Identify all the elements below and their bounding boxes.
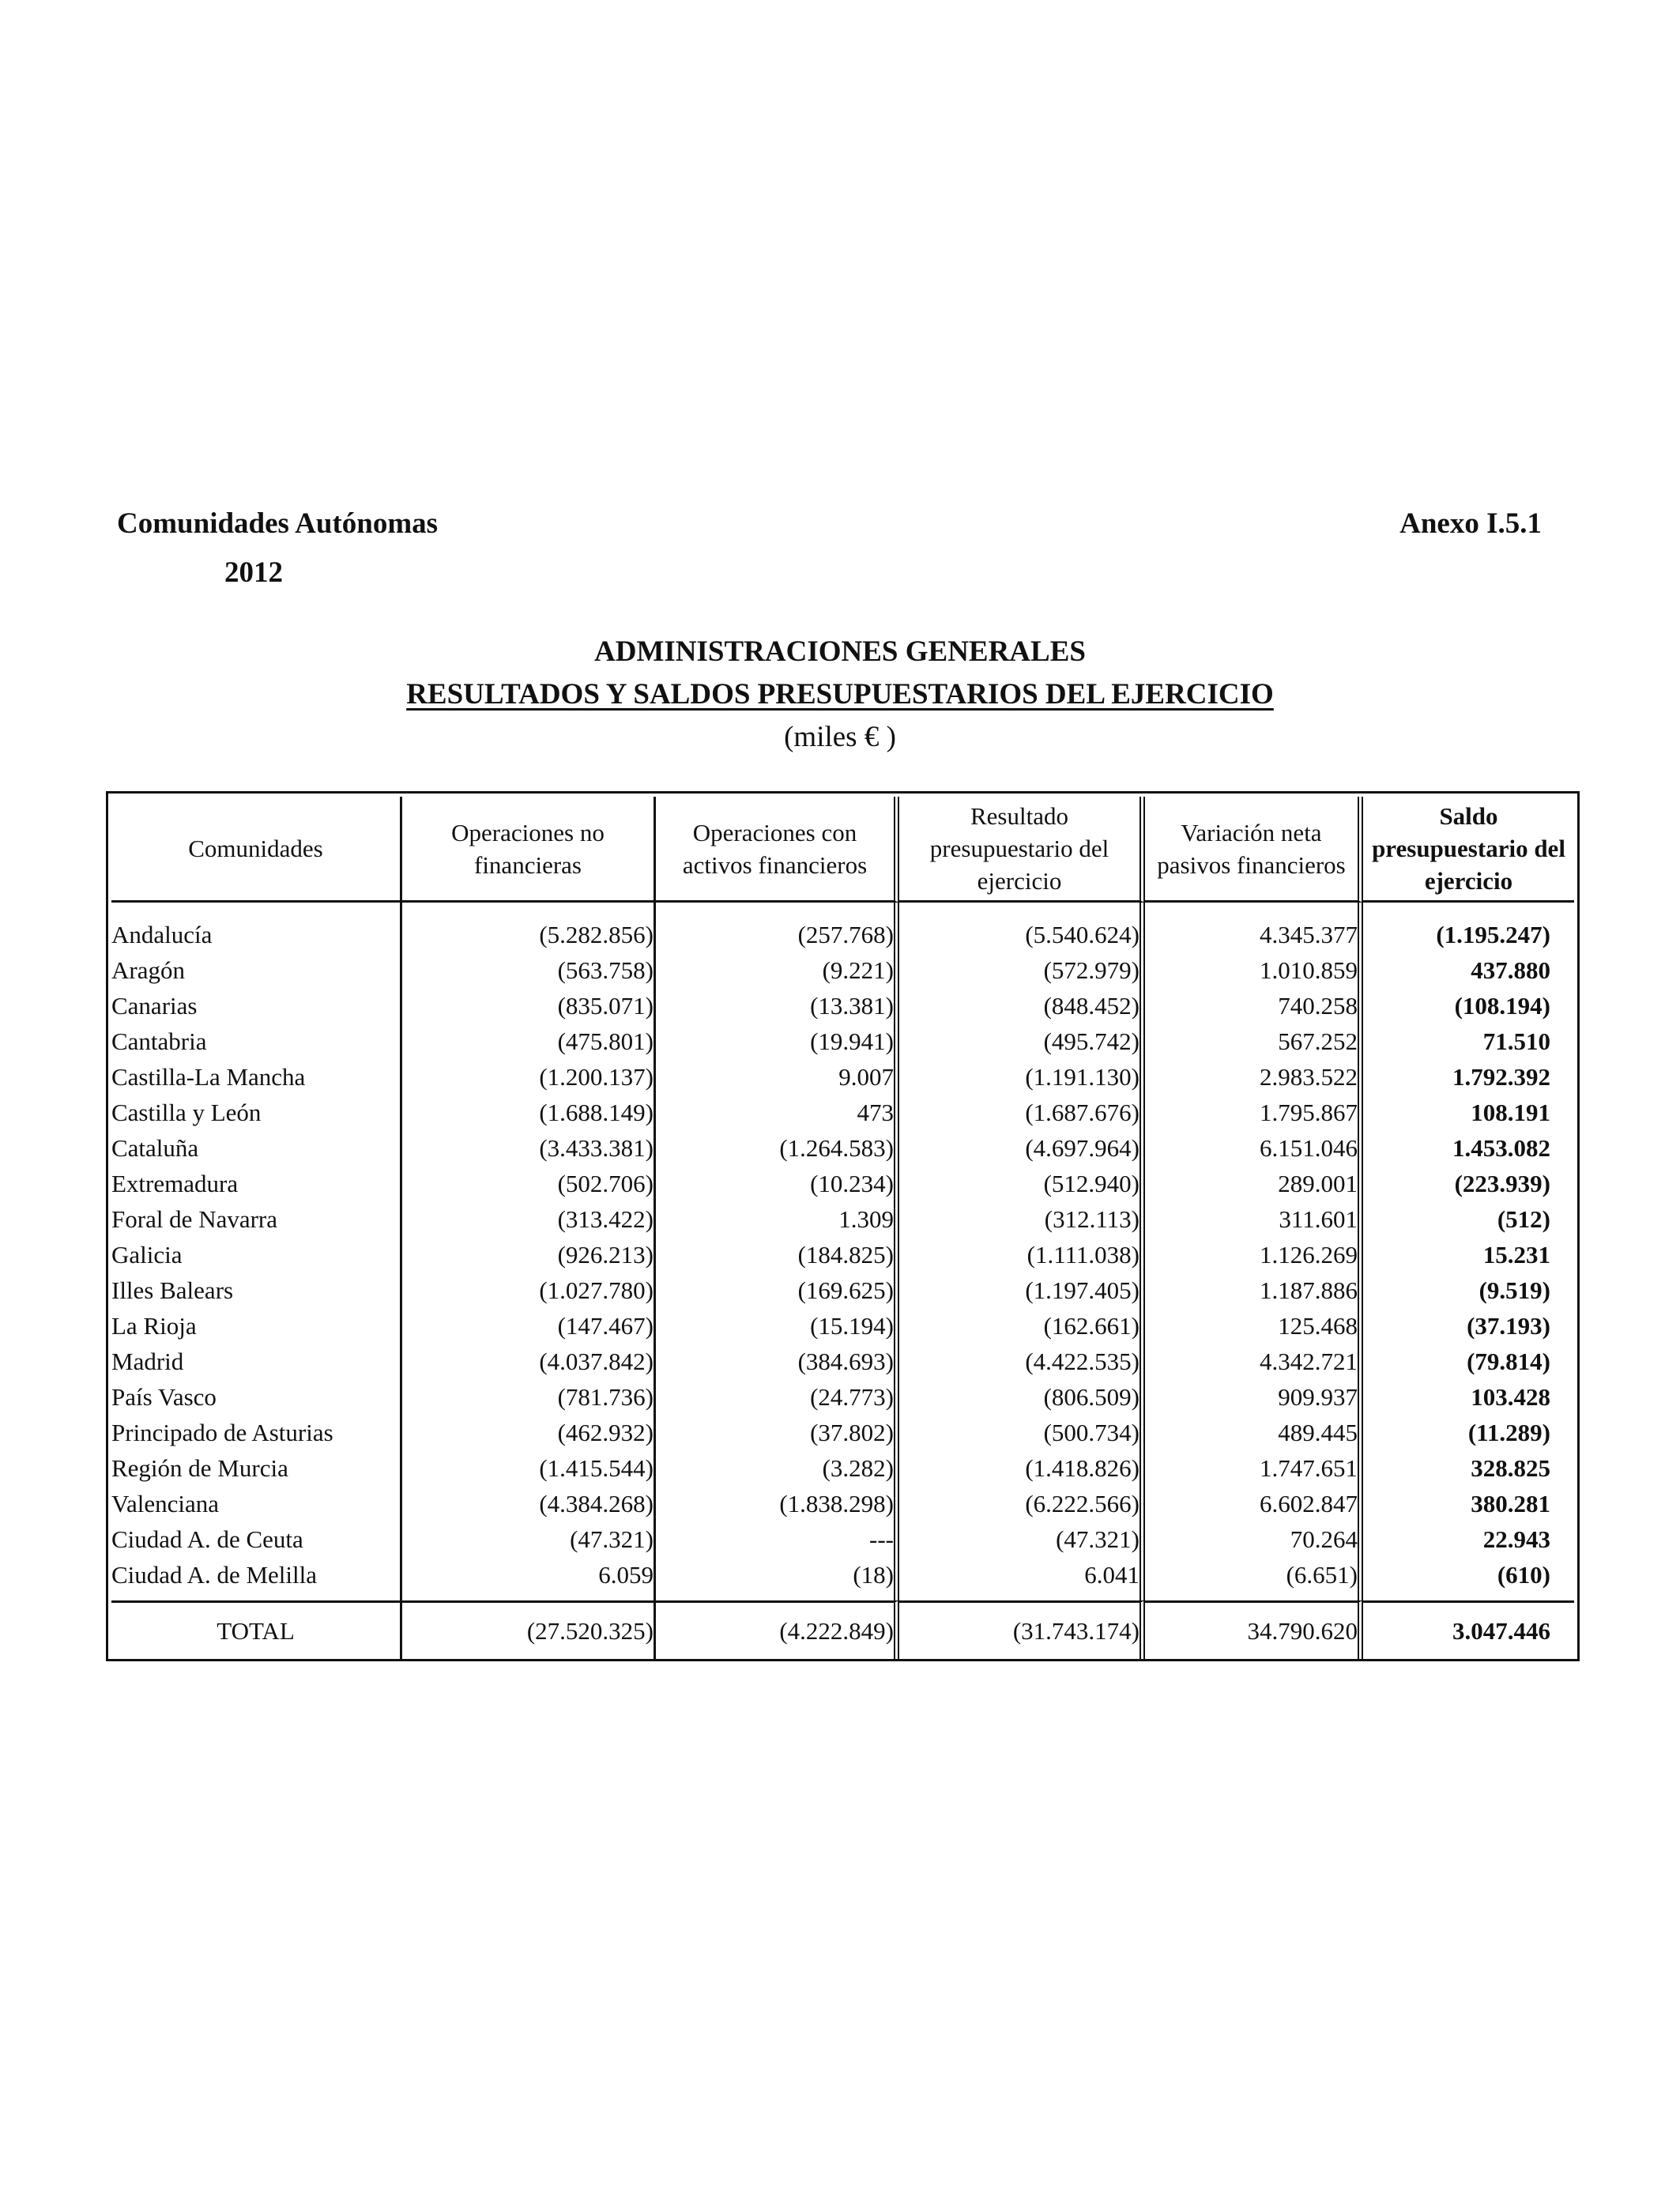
total-value-cell: 3.047.446 [1363, 1600, 1574, 1659]
value-cell: (610) [1497, 1561, 1550, 1589]
value-cell: (1.111.038) [899, 1237, 1145, 1272]
value-cell: 71.510 [1482, 1027, 1550, 1055]
value-cell: 311.601 [1145, 1201, 1363, 1237]
value-cell: (500.734) [899, 1415, 1145, 1450]
value-cell: 22.943 [1482, 1525, 1550, 1553]
table-row [111, 1521, 1574, 1557]
value-cell: (4.037.842) [402, 1344, 656, 1379]
value-cell: (512.940) [899, 1166, 1145, 1201]
value-cell: (4.697.964) [899, 1130, 1145, 1166]
value-cell: 103.428 [1471, 1383, 1550, 1411]
unit-label: (miles € ) [784, 721, 896, 753]
value-cell: 6.059 [402, 1557, 656, 1600]
value-cell: (572.979) [899, 952, 1145, 988]
table-row [111, 1237, 1574, 1272]
header-year: 2012 [224, 556, 283, 589]
value-cell: (1.200.137) [402, 1059, 656, 1095]
total-value-cell: 34.790.620 [1145, 1600, 1363, 1659]
table-body [111, 903, 1574, 1659]
community-name-cell: Illes Balears [111, 1272, 402, 1308]
value-cell: 1.792.392 [1452, 1063, 1550, 1091]
column-header: Comunidades [111, 797, 402, 903]
value-cell: 437.880 [1471, 956, 1550, 984]
community-name-cell: Ciudad A. de Melilla [111, 1557, 402, 1600]
value-cell: 740.258 [1145, 988, 1363, 1023]
community-name-cell: Castilla-La Mancha [111, 1059, 402, 1095]
value-cell: 909.937 [1145, 1379, 1363, 1415]
value-cell: (1.197.405) [899, 1272, 1145, 1308]
table-row [111, 988, 1574, 1023]
value-cell: (11.289) [1467, 1419, 1550, 1446]
value-cell: 380.281 [1471, 1490, 1550, 1517]
table-row [111, 1166, 1574, 1201]
document-subtitle: RESULTADOS Y SALDOS PRESUPUESTARIOS DEL EJERCICIO [406, 678, 1274, 711]
value-cell: (9.221) [656, 952, 899, 988]
value-cell: (1.195.247) [1436, 921, 1550, 948]
community-name-cell: Aragón [111, 952, 402, 988]
community-name-cell: Cantabria [111, 1023, 402, 1059]
value-cell: 9.007 [656, 1059, 899, 1095]
value-cell: 6.602.847 [1145, 1486, 1363, 1521]
value-cell: 1.795.867 [1145, 1095, 1363, 1130]
value-cell: (384.693) [656, 1344, 899, 1379]
value-cell: (162.661) [899, 1308, 1145, 1344]
value-cell: 567.252 [1145, 1023, 1363, 1059]
table-row [111, 952, 1574, 988]
value-cell: 328.825 [1471, 1454, 1550, 1482]
value-cell: (79.814) [1467, 1348, 1550, 1375]
table-row [111, 903, 1574, 952]
value-cell: 6.041 [899, 1557, 1145, 1600]
value-cell: (19.941) [656, 1023, 899, 1059]
value-cell: (1.687.676) [899, 1095, 1145, 1130]
value-cell: (5.540.624) [899, 903, 1145, 952]
budget-table [111, 797, 1574, 1659]
value-cell: (10.234) [656, 1166, 899, 1201]
header-left-title: Comunidades Autónomas [117, 507, 439, 540]
value-cell: --- [656, 1521, 899, 1557]
community-name-cell: Valenciana [111, 1486, 402, 1521]
total-row [111, 1600, 1574, 1659]
value-cell: (6.651) [1145, 1557, 1363, 1600]
budget-table-frame [106, 791, 1580, 1661]
value-cell: (512) [1497, 1205, 1550, 1233]
column-header: Variación neta pasivos financieros [1145, 797, 1363, 903]
value-cell: (18) [656, 1557, 899, 1600]
table-row [111, 1059, 1574, 1095]
community-name-cell: Cataluña [111, 1130, 402, 1166]
value-cell: (37.802) [656, 1415, 899, 1450]
value-cell: 1.747.651 [1145, 1450, 1363, 1486]
value-cell: (1.838.298) [656, 1486, 899, 1521]
value-cell: (1.688.149) [402, 1095, 656, 1130]
value-cell: 125.468 [1145, 1308, 1363, 1344]
community-name-cell: Castilla y León [111, 1095, 402, 1130]
table-row [111, 1344, 1574, 1379]
value-cell: (312.113) [899, 1201, 1145, 1237]
header-annex: Anexo I.5.1 [1399, 507, 1542, 540]
value-cell: (462.932) [402, 1415, 656, 1450]
value-cell: (24.773) [656, 1379, 899, 1415]
value-cell: 1.309 [656, 1201, 899, 1237]
value-cell: 1.453.082 [1452, 1134, 1550, 1162]
table-row [111, 1095, 1574, 1130]
community-name-cell: Madrid [111, 1344, 402, 1379]
table-header-row [111, 797, 1574, 903]
column-header: Operaciones con activos financieros [656, 797, 899, 903]
value-cell: (502.706) [402, 1166, 656, 1201]
value-cell: (257.768) [656, 903, 899, 952]
value-cell: (47.321) [899, 1521, 1145, 1557]
table-row [111, 1486, 1574, 1521]
value-cell: (835.071) [402, 988, 656, 1023]
value-cell: (223.939) [1454, 1170, 1550, 1197]
value-cell: (1.191.130) [899, 1059, 1145, 1095]
total-value-cell: (27.520.325) [402, 1600, 656, 1659]
value-cell: (781.736) [402, 1379, 656, 1415]
table-row [111, 1201, 1574, 1237]
community-name-cell: Canarias [111, 988, 402, 1023]
value-cell: (475.801) [402, 1023, 656, 1059]
community-name-cell: Galicia [111, 1237, 402, 1272]
community-name-cell: Andalucía [111, 903, 402, 952]
value-cell: (563.758) [402, 952, 656, 988]
column-header: Resultado presupuestario del ejercicio [899, 797, 1145, 903]
value-cell: (3.282) [656, 1450, 899, 1486]
value-cell: (1.027.780) [402, 1272, 656, 1308]
community-name-cell: Principado de Asturias [111, 1415, 402, 1450]
table-row [111, 1379, 1574, 1415]
value-cell: (313.422) [402, 1201, 656, 1237]
value-cell: 4.345.377 [1145, 903, 1363, 952]
community-name-cell: Ciudad A. de Ceuta [111, 1521, 402, 1557]
value-cell: (147.467) [402, 1308, 656, 1344]
table-row [111, 1308, 1574, 1344]
value-cell: 1.126.269 [1145, 1237, 1363, 1272]
document-title: ADMINISTRACIONES GENERALES [594, 635, 1086, 668]
column-header: Saldo presupuestario del ejercicio [1363, 797, 1574, 903]
value-cell: (1.418.826) [899, 1450, 1145, 1486]
value-cell: 2.983.522 [1145, 1059, 1363, 1095]
value-cell: 489.445 [1145, 1415, 1363, 1450]
value-cell: 70.264 [1145, 1521, 1363, 1557]
value-cell: 108.191 [1471, 1099, 1550, 1126]
table-row [111, 1130, 1574, 1166]
value-cell: (5.282.856) [402, 903, 656, 952]
value-cell: 4.342.721 [1145, 1344, 1363, 1379]
value-cell: 1.187.886 [1145, 1272, 1363, 1308]
value-cell: (1.264.583) [656, 1130, 899, 1166]
community-name-cell: Región de Murcia [111, 1450, 402, 1486]
column-header: Operaciones no financieras [402, 797, 656, 903]
table-row [111, 1450, 1574, 1486]
value-cell: (4.422.535) [899, 1344, 1145, 1379]
value-cell: 6.151.046 [1145, 1130, 1363, 1166]
value-cell: 1.010.859 [1145, 952, 1363, 988]
table-row [111, 1023, 1574, 1059]
value-cell: (6.222.566) [899, 1486, 1145, 1521]
value-cell: (848.452) [899, 988, 1145, 1023]
value-cell: (47.321) [402, 1521, 656, 1557]
community-name-cell: Extremadura [111, 1166, 402, 1201]
total-value-cell: (31.743.174) [899, 1600, 1145, 1659]
community-name-cell: País Vasco [111, 1379, 402, 1415]
value-cell: (13.381) [656, 988, 899, 1023]
value-cell: (9.519) [1478, 1276, 1550, 1304]
total-value-cell: (4.222.849) [656, 1600, 899, 1659]
value-cell: (926.213) [402, 1237, 656, 1272]
value-cell: (806.509) [899, 1379, 1145, 1415]
community-name-cell: La Rioja [111, 1308, 402, 1344]
total-label: TOTAL [111, 1600, 402, 1659]
community-name-cell: Foral de Navarra [111, 1201, 402, 1237]
value-cell: (4.384.268) [402, 1486, 656, 1521]
table-row [111, 1272, 1574, 1308]
value-cell: (37.193) [1467, 1312, 1550, 1340]
value-cell: (108.194) [1454, 992, 1550, 1020]
value-cell: (15.194) [656, 1308, 899, 1344]
value-cell: (184.825) [656, 1237, 899, 1272]
value-cell: (495.742) [899, 1023, 1145, 1059]
value-cell: 473 [656, 1095, 899, 1130]
table-row [111, 1415, 1574, 1450]
value-cell: (169.625) [656, 1272, 899, 1308]
value-cell: 289.001 [1145, 1166, 1363, 1201]
value-cell: (1.415.544) [402, 1450, 656, 1486]
table-row [111, 1557, 1574, 1600]
value-cell: 15.231 [1482, 1241, 1550, 1269]
value-cell: (3.433.381) [402, 1130, 656, 1166]
